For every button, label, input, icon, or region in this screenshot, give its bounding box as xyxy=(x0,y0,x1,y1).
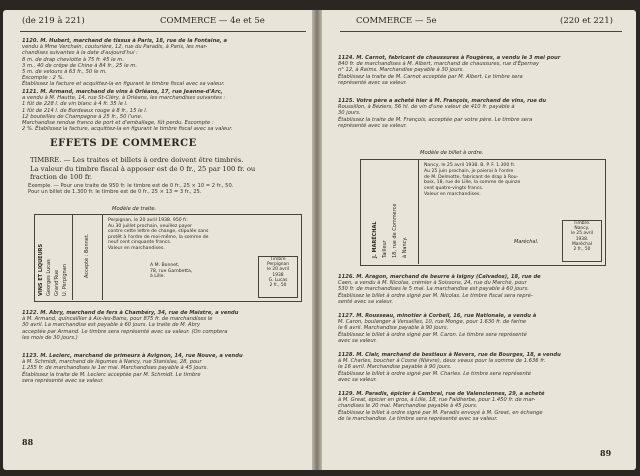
text-line: Valeur en marchandises. xyxy=(108,246,165,251)
text-line: à M. Great, épicier en gros, à Lille, 18, rue Faidherbe, pour 1.450 fr. de mar- xyxy=(338,397,536,404)
text-line: le 16 avril. Marchandise payable à 90 jours. xyxy=(338,364,452,371)
text-line: le 6 avril. Marchandise payable à 90 jours. xyxy=(338,325,449,332)
text-line: cent quatre-vingts francs. xyxy=(424,186,484,192)
text-line: 3 m., 40 de crêpe de Chine à 84 fr., 25 le m. xyxy=(22,62,137,69)
traite-side-text: VINS ET LIQUEURS xyxy=(38,243,44,296)
text-line: chandises le 20 mai. Marchandise payable à 45 jours. xyxy=(338,403,478,410)
text-line: 1.255 fr. de marchandises le 1er mai. Marchandises payable à 45 jours. xyxy=(22,365,209,372)
text-line: avec sa valeur. xyxy=(338,337,377,344)
text-line: représenté avec sa valeur. xyxy=(338,79,407,86)
text-line: protêt à l'ordre de moi-même, la somme de xyxy=(108,234,209,240)
billet-side-panel xyxy=(360,159,419,264)
traite-side-text: Georges Lucas xyxy=(46,259,52,296)
stamp-line: le 20 avril xyxy=(267,267,289,273)
text-line: senté avec sa valeur. xyxy=(338,298,394,305)
left-page-range: (de 219 à 221) xyxy=(22,16,85,26)
text-line: Au 30 juillet prochain, veuillez payer xyxy=(108,223,192,229)
text-line: avec sa valeur. xyxy=(338,376,377,383)
text-line: 1123. M. Leclerc, marchand de primeurs à Avignon, 14, rue Nouve, a vendu xyxy=(22,353,243,359)
text-line: baix, 18, rue de Lille, la somme de quinze xyxy=(424,180,521,186)
text-line: Établissez le billet à ordre signé par M. Paradis envoyé à M. Great, en échange xyxy=(338,409,543,416)
text-line: à M. Charles, boucher à Cosne (Nièvre), deux veaux pour la somme de 1.636 fr. xyxy=(338,358,546,365)
text-line: 12 bouteilles de Champagne à 25 fr., 50 l'une. xyxy=(22,113,143,120)
text-line: les mois de 30 jours.) xyxy=(22,334,78,341)
text-line: 8 m. de drap cheviotte à 75 fr. 45 le m. xyxy=(22,56,124,63)
text-line: n° 12, à Reims. Marchandise payable à 30 jours. xyxy=(338,67,464,74)
text-line: La valeur du timbre fiscal à apposer est de 0 fr., 25 par 100 fr. ou xyxy=(30,164,256,173)
stamp-line: Timbre xyxy=(270,257,286,262)
text-line: représenté avec sa valeur. xyxy=(338,122,407,129)
traite-stamp xyxy=(258,256,298,298)
text-line: Valeur en marchandises. xyxy=(424,192,481,197)
right-page-title: COMMERCE — 5e xyxy=(356,16,437,26)
text-line: 2 %. Établissez la facture, acquittez-la en figurant le timbre fiscal avec sa valeur. xyxy=(22,126,233,133)
text-line: à M. Schmidt, marchand de légumes à Nancy, rue Stanislas, 28, pour xyxy=(22,359,202,366)
text-line: contre cette lettre de change, stipulée sans xyxy=(108,229,209,235)
billet-signature: Maréchal. xyxy=(514,239,539,245)
text-line: Exemple. — Pour une traite de 950 fr. le timbre est de 0 fr., 25 × 10 = 2 fr., 50. xyxy=(28,183,234,189)
right-page-number: 89 xyxy=(600,448,612,458)
billet-stamp xyxy=(562,220,602,262)
stamp-line: Maréchal xyxy=(572,241,592,247)
text-line: Établissez le billet à ordre signé par M. Caron. Le timbre sera représenté xyxy=(338,331,527,338)
traite-side-text: U. Perpignan xyxy=(62,264,68,296)
text-line: à Lille. xyxy=(150,274,165,280)
text-line: Perpignan, le 20 avril 1938. 950 fr. xyxy=(108,218,188,223)
traite-side-text: Grand'Rue xyxy=(54,269,60,296)
text-line: Établissez la facture et acquittez-la en figurant le timbre fiscal avec sa valeur. xyxy=(22,81,225,88)
book-gutter xyxy=(312,10,322,470)
stamp-line: 2 fr., 50 xyxy=(573,247,591,253)
text-line: neuf cent cinquante francs. xyxy=(108,240,172,246)
stamp-line: Perpignan xyxy=(266,262,290,268)
text-line: 1128. M. Clair, marchand de bestiaux à Nevers, rue de Bourges, 18, a vendu xyxy=(338,352,561,358)
right-header-rule xyxy=(340,31,622,32)
text-line: Établissez la traite de M. Carnot acceptée par M. Albert. Le timbre sera xyxy=(338,73,523,80)
text-line: Établissez le billet à ordre signé par M. Charles. Le timbre sera représenté xyxy=(338,370,531,377)
text-line: fraction de 100 fr. xyxy=(30,173,93,181)
stamp-line: 1938. xyxy=(575,236,589,242)
stamp-line: 2 fr., 50 xyxy=(269,283,287,289)
stamp-line: G. Lucas xyxy=(268,277,288,283)
text-line: sera représenté avec sa valeur. xyxy=(22,377,104,384)
text-line: acceptée par Armand. Le timbre sera représenté avec sa valeur. (On comptera xyxy=(22,328,228,335)
traite-caption: Modèle de traite. xyxy=(112,206,157,212)
text-line: à M. Armand, quincaillier à Aix-les-Bains, pour 875 fr. de marchandises le xyxy=(22,316,213,323)
text-line: 530 fr. de marchandises le 5 mai. La marchandise est payable à 60 jours. xyxy=(338,286,529,293)
text-line: M. Caron, boulanger à Versailles, 10, rue Monge, pour 1.630 fr. de farine xyxy=(338,319,527,326)
text-line: Roussillon, à Béziers, 56 hl. de vin d'une valeur de 410 fr. payable à xyxy=(338,104,515,111)
left-page-title: COMMERCE — 4e et 5e xyxy=(160,16,265,26)
text-line: de M. Delmotte, fabricant de drap à Rou- xyxy=(424,174,519,180)
text-line: Établissez le billet à ordre signé par M. Nicolas. Le timbre fiscal sera repré- xyxy=(338,292,533,299)
text-line: A M. Bonnet, xyxy=(150,263,180,268)
text-line: 1129. M. Paradis, épicier à Cambrai, rue de Valenciennes, 29, a acheté xyxy=(338,391,545,397)
section-title: EFFETS DE COMMERCE xyxy=(50,138,197,149)
stamp-line: Nancy, xyxy=(574,226,590,232)
text-line: 1122. M. Abry, marchand de fers à Chambéry, 34, rue de Maistre, a vendu xyxy=(22,310,239,316)
billet-side-text: à Nancy. xyxy=(402,236,408,258)
stamp-line: le 25 avril xyxy=(571,231,593,237)
text-line: 1125. Votre père a acheté hier à M. François, marchand de vins, rue du xyxy=(338,98,547,104)
text-line: de la marchandise. Le timbre sera représenté avec sa valeur. xyxy=(338,415,498,422)
text-line: 5 m. de velours à 63 fr., 50 le m. xyxy=(22,69,107,75)
text-line: Escompte : 2 %. xyxy=(22,75,65,82)
billet-side-text: J. MARÉCHAL xyxy=(372,221,378,258)
text-line: a vendu à M. Hautte, 14, rue St-Cléry, à Orléans, les marchandises suivantes : xyxy=(22,95,226,102)
text-line: Nancy, le 25 avril 1938. B. P. F. 1.300 fr. xyxy=(424,163,516,168)
text-line: Caen, a vendu à M. Nicolas, crémier à Soissons, 24, rue du Marché, pour xyxy=(338,280,527,287)
text-line: TIMBRE. — Les traites et billets à ordre doivent être timbrés. xyxy=(30,156,244,164)
right-page-range: (220 et 221) xyxy=(560,16,613,26)
text-line: chandises suivantes à la date d'aujourd'hui : xyxy=(22,50,138,57)
text-line: Établissez la traite de M. François, acceptée par votre père. Le timbre sera xyxy=(338,116,533,123)
billet-caption: Modèle de billet à ordre. xyxy=(420,150,484,156)
text-line: 1127. M. Rousseau, minotier à Corbeil, 16, rue Nationale, a vendu à xyxy=(338,313,537,319)
text-line: Établissez la traite de M. Leclerc acceptée par M. Schmidt. Le timbre xyxy=(22,371,201,378)
stamp-line: Timbre. xyxy=(573,221,591,226)
text-line: 30 avril. La marchandise est payable à 60 jours. La traite de M. Abry xyxy=(22,322,201,329)
traite-accept: Accepté : Bonnet. xyxy=(84,233,90,278)
billet-side-text: Tailleur xyxy=(382,240,388,258)
text-line: Pour un billet de 1.300 fr. le timbre est de 0 fr., 25 × 13 = 3 fr., 25. xyxy=(28,189,202,196)
stamp-line: 1938 xyxy=(272,272,284,278)
text-line: 1121. M. Armand, marchand de vins à Orléans, 17, rue Jeanne-d'Arc, xyxy=(22,89,223,95)
text-line: vendu à Mme Verchain, couturière, 12, rue du Paradis, à Paris, les mar- xyxy=(22,44,208,51)
text-line: 1124. M. Carnot, fabricant de chaussures à Fougères, a vendu le 3 mai pour xyxy=(338,55,561,61)
left-page-number: 88 xyxy=(22,437,34,447)
text-line: 1126. M. Aragon, marchand de beurre à Isigny (Calvados), 18, rue de xyxy=(338,274,541,280)
text-line: 1 fût de 214 l. de Bordeaux rouge à 8 fr., 15 le l. xyxy=(22,107,148,114)
left-header-rule xyxy=(20,31,306,32)
text-line: 840 fr. de marchandises à M. Albert, marchand de chaussures, rue d'Épernay xyxy=(338,61,540,68)
text-line: Au 25 juin prochain, je paierai à l'ordre xyxy=(424,168,514,174)
text-line: 78, rue Gambetta, xyxy=(150,268,193,274)
text-line: Marchandise rendue franco de port et d'emballage, fût perdu. Escompte : xyxy=(22,120,214,126)
text-line: 1120. M. Hubert, marchand de tissus à Paris, 18, rue de la Fontaine, a xyxy=(22,38,228,44)
text-line: 1 fût de 228 l. de vin blanc à 4 fr. 35 le l. xyxy=(22,101,128,108)
text-line: 30 jours. xyxy=(338,110,361,117)
billet-side-text: 18, rue de Commerce xyxy=(392,203,398,258)
